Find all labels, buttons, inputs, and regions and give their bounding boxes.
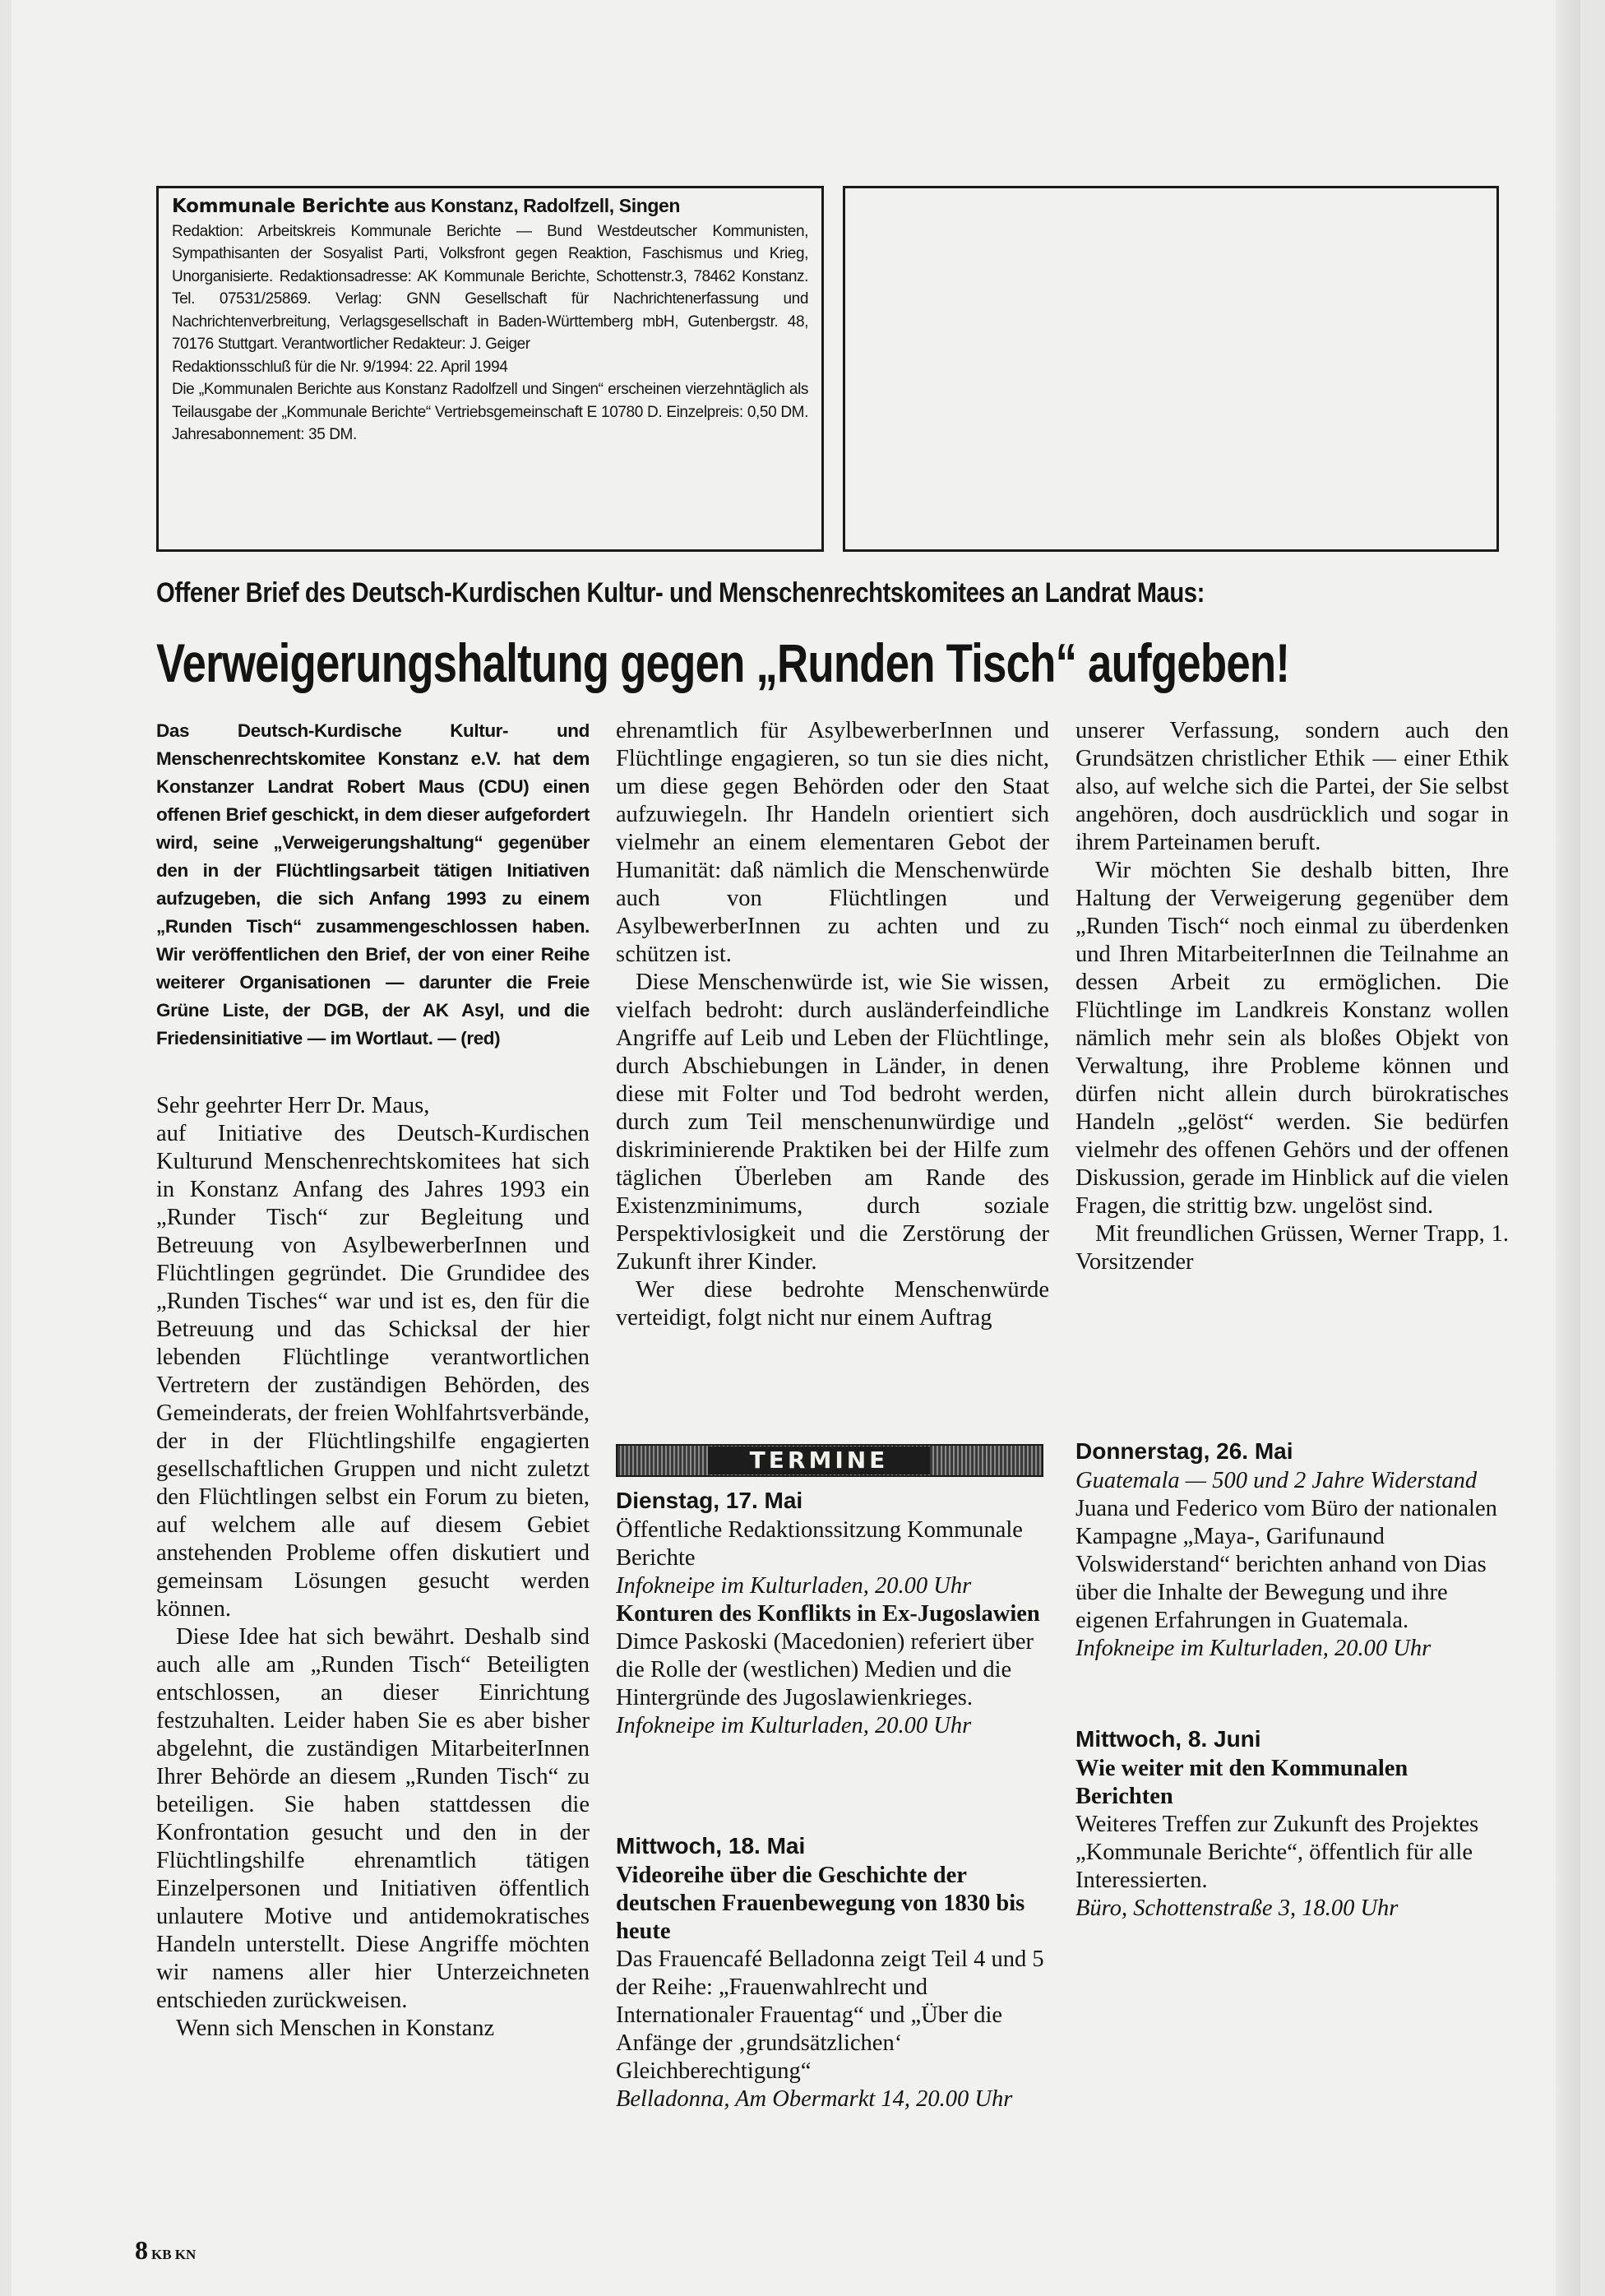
event-5-day: Mittwoch, 8. Juni [1075, 1726, 1261, 1752]
footer-tag: KB KN [151, 2247, 197, 2262]
letter-paragraph-3-start: Wenn sich Menschen in Konstanz [176, 2016, 495, 2041]
page-footer [135, 2235, 196, 2266]
imprint-brand: Kommunale Berichte [172, 196, 390, 217]
event-1 [616, 1487, 1049, 1600]
event-1-day: Dienstag, 17. Mai [616, 1488, 803, 1513]
article-kicker: Offener Brief des Deutsch-Kurdischen Kultur- und Menschenrechtskomitees an Landrat Maus: [156, 577, 1205, 609]
imprint-heading [172, 195, 808, 219]
event-2 [616, 1600, 1049, 1740]
empty-box [843, 186, 1499, 552]
event-4-location: Infokneipe im Kulturladen, 20.00 Uhr [1075, 1636, 1432, 1661]
termine-banner [616, 1444, 1043, 1477]
article-column-1 [156, 717, 590, 2043]
event-5-location: Büro, Schottenstraße 3, 18.00 Uhr [1075, 1896, 1399, 1921]
event-3-desc: Das Frauencafé Belladonna zeigt Teil 4 und 5 der Reihe: „Frauenwahlrecht und Internationaler Frauentag“ und „Über die Anfänge der ‚grundsätzlichen‘ Gleichberechtigung“ [616, 1947, 1044, 2084]
letter-paragraph-6: Wir möchten Sie deshalb bitten, Ihre Haltung der Verweigerung gegenüber dem „Runden Tisch“ noch einmal zu überdenken und Ihren MitarbeiterInnen die Teilnahme an dessen Arbeit zu ermöglichen. Die Flüchtlinge im Landkreis Konstanz wollen nämlich mehr sein als bloßes Objekt von Verwaltung, ihre Probleme können und dürfen nicht allein durch bürokratisches Handeln „gelöst“ werden. Sie bedürfen vielmehr des offenen Gehörs und der offenen Diskussion, gerade im Hinblick auf die vielen Fragen, die strittig bzw. ungelöst sind. [1075, 858, 1509, 1219]
letter-paragraph-4: Diese Menschenwürde ist, wie Sie wissen, vielfach bedroht: durch ausländerfeindliche Angriffe auf Leib und Leben der Flüchtlinge, durch Abschiebungen in Länder, in denen diese mit Folter und Tod bedroht werden, durch zum Teil menschenunwürdige und diskriminierende Praktiken bei der Hilfe zum täglichen Überleben am Rande des Existenzminimums, durch soziale Perspektivlosigkeit und die Zerstörung der Zukunft ihrer Kinder. [616, 970, 1049, 1275]
event-1-desc: Öffentliche Redaktionssitzung Kommunale Berichte [616, 1517, 1023, 1571]
article-column-2 [616, 717, 1049, 1332]
event-5-desc: Weiteres Treffen zur Zukunft des Projektes „Kommunale Berichte“, öffentlich für alle Interessierten. [1075, 1812, 1479, 1893]
event-2-location: Infokneipe im Kulturladen, 20.00 Uhr [616, 1713, 972, 1738]
letter-paragraph-5-start: Wer diese bedrohte Menschenwürde verteidigt, folgt nicht nur einem Auftrag [616, 1277, 1049, 1331]
article-headline: Verweigerungshaltung gegen „Runden Tisch“ aufgeben! [156, 632, 1290, 693]
event-3-location: Belladonna, Am Obermarkt 14, 20.00 Uhr [616, 2086, 1013, 2112]
event-2-desc: Dimce Paskoski (Macedonien) referiert über die Rolle der (westlichen) Medien und die Hintergründe des Jugoslawienkrieges. [616, 1629, 1034, 1710]
termine-label: TERMINE [708, 1447, 930, 1474]
article-column-3 [1075, 717, 1509, 1276]
letter-paragraph-2: Diese Idee hat sich bewährt. Deshalb sind auch alle am „Runden Tisch“ Beteiligten entschlossen, an dieser Einrichtung festzuhalten. Leider haben Sie es aber bisher abgelehnt, die zuständigen MitarbeiterInnen Ihrer Behörde an diesem „Runden Tisch“ zu beteiligen. Sie haben stattdessen die Konfrontation gesucht und den in der Flüchtlingshilfe ehrenamtlich tätigen Einzelpersonen und Initiativen öffentlich unlautere Motive und antidemokratisches Handeln unterstellt. Diese Angriffe möchten wir namens aller hier Unterzeichneten entschieden zurückweisen. [156, 1624, 590, 2013]
event-5-title: Wie weiter mit den Kommunalen Berichten [1075, 1756, 1408, 1809]
page-edge-shadow [1556, 0, 1580, 2296]
letter-paragraph-5-cont: unserer Verfassung, sondern auch den Grundsätzen christlicher Ethik — einer Ethik also, auf welche sich die Partei, der Sie selbst angehören, doch ausdrücklich und sogar in ihrem Parteinamen beruft. [1075, 718, 1509, 855]
imprint-note: Die „Kommunalen Berichte aus Konstanz Radolfzell und Singen“ erscheinen vierzehntäglich als Teilausgabe der „Kommunale Berichte“ Vertriebsgemeinschaft E 10780 D. Einzelpreis: 0,50 DM. Jahresabonnement: 35 DM. [172, 381, 808, 443]
event-3-day: Mittwoch, 18. Mai [616, 1833, 806, 1859]
event-3 [616, 1832, 1049, 2113]
imprint-text: Redaktion: Arbeitskreis Kommunale Berichte — Bund Westdeutscher Kommunisten, Sympathisanten der Sosyalist Parti, Volksfront gegen Reaktion, Faschismus und Krieg, Unorganisierte. Redaktionsadresse: AK Kommunale Berichte, Schottenstr.3, 78462 Konstanz. Tel. 07531/25869. Verlag: GNN Gesellschaft für Nachrichtenerfassung und Nachrichtenverbreitung, Verlagsgesellschaft in Baden-Württemberg mbH, Gutenbergstr. 48, 70176 Stuttgart. Verantwortlicher Redakteur: J. Geiger [172, 222, 808, 353]
event-4-desc: Juana und Federico vom Büro der nationalen Kampagne „Maya-, Garifunaund Volswiderstand“ berichten anhand von Dias über die Inhalte der Bewegung und ihre eigenen Erfahrungen in Guatemala. [1075, 1496, 1497, 1633]
event-1-location: Infokneipe im Kulturladen, 20.00 Uhr [616, 1573, 972, 1599]
letter-paragraph-3-cont: ehrenamtlich für AsylbewerberInnen und Flüchtlinge engagieren, so tun sie dies nicht, um diese gegen Behörden oder den Staat aufzuwiegeln. Ihr Handeln orientiert sich vielmehr an einem elementaren Gebot der Humanität: daß nämlich die Menschenwürde auch von Flüchtlingen und AsylbewerberInnen zu achten und zu schützen ist. [616, 718, 1049, 967]
event-5 [1075, 1725, 1509, 1923]
imprint-box [156, 186, 824, 552]
imprint-brand-suffix: aus Konstanz, Radolfzell, Singen [394, 195, 681, 216]
page-number: 8 [135, 2235, 148, 2265]
article-lead: Das Deutsch-Kurdische Kultur- und Menschenrechtskomitee Konstanz e.V. hat dem Konstanzer Landrat Robert Maus (CDU) einen offenen Brief geschickt, in dem dieser aufgefordert wird, seine „Verweigerungshaltung“ gegenüber den in der Flüchtlingsarbeit tätigen Initiativen aufzugeben, die sich Anfang 1993 zu einem „Runden Tisch“ zusammengeschlossen haben. Wir veröffentlichen den Brief, der von einer Reihe weiterer Organisationen — darunter die Freie Grüne Liste, der DGB, der AK Asyl, und die Friedensinitiative — im Wortlaut. — (red) [156, 720, 590, 1048]
event-4-subtitle: Guatemala — 500 und 2 Jahre Widerstand [1075, 1468, 1478, 1493]
event-4 [1075, 1437, 1509, 1663]
event-4-day: Donnerstag, 26. Mai [1075, 1438, 1293, 1464]
letter-salutation: Sehr geehrter Herr Dr. Maus, [156, 1093, 430, 1118]
letter-closing: Mit freundlichen Grüssen, Werner Trapp, 1. Vorsitzender [1075, 1221, 1509, 1275]
event-3-title: Videoreihe über die Geschichte der deutschen Frauenbewegung von 1830 bis heute [616, 1863, 1025, 1944]
event-2-title: Konturen des Konflikts in Ex-Jugoslawien [616, 1601, 1040, 1627]
letter-paragraph-1: auf Initiative des Deutsch-Kurdischen Kulturund Menschenrechtskomitees hat sich in Konstanz Anfang des Jahres 1993 ein „Runder Tisch“ zur Begleitung und Betreuung von AsylbewerberInnen und Flüchtlingen gegründet. Die Grundidee des „Runden Tisches“ war und ist es, den für die Betreuung und das Schicksal der hier lebenden Flüchtlinge verantwortlichen Vertretern der zuständigen Behörden, des Gemeinderats, der freien Wohlfahrtsverbände, der in der Flüchtlingshilfe engagierten gesellschaftlichen Gruppen und nicht zuletzt den Flüchtlingen selbst ein Forum zu bieten, auf welchem alle auf diesem Gebiet anstehenden Probleme offen diskutiert und gemeinsam Lösungen gesucht werden können. [156, 1121, 590, 1622]
page [12, 0, 1580, 2296]
imprint-deadline: Redaktionsschluß für die Nr. 9/1994: 22. April 1994 [172, 358, 508, 376]
